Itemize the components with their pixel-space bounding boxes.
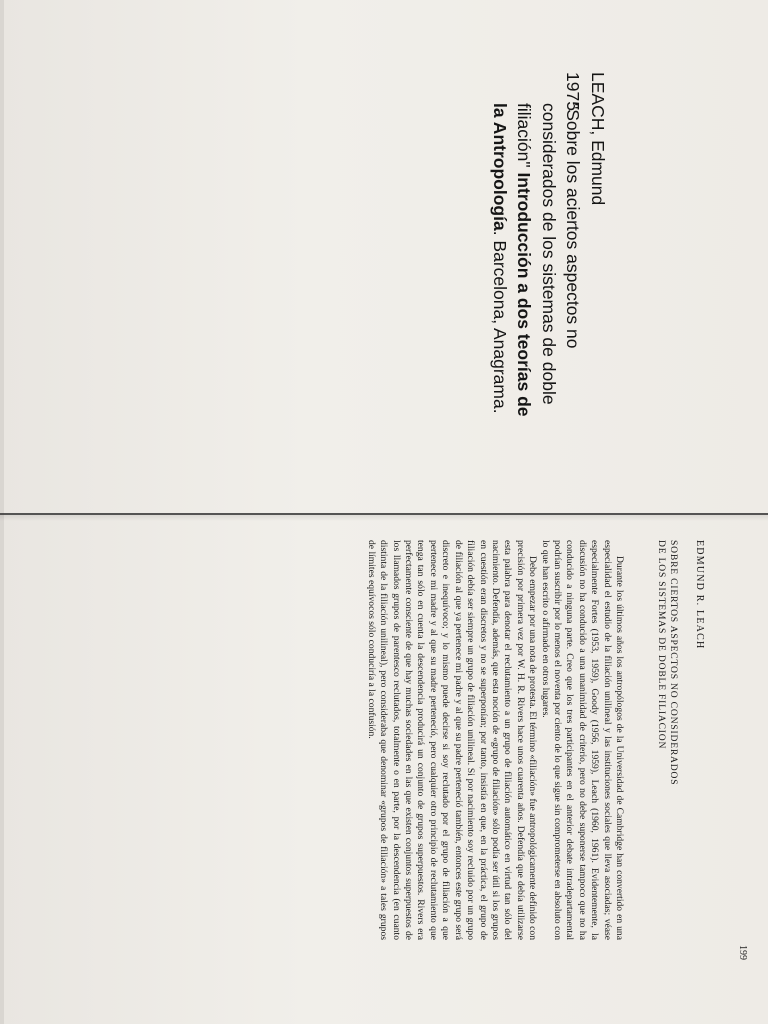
- reference-publisher: . Barcelona, Anagrama.: [490, 230, 510, 414]
- bibliographic-reference: [488, 72, 611, 472]
- reference-title-end: filiación": [514, 103, 535, 173]
- page-edge: [0, 0, 4, 1024]
- page-fold-shadow: [0, 515, 768, 521]
- reference-line-1: [561, 72, 586, 472]
- article-body: [364, 540, 625, 940]
- article-paragraph-2: Debo empezar por una nota de protesta. El término «filiación» fue antropológicamente definido con precisión por primera vez por W. H. R. Rivers hace unos cuarenta años. Defendía que debía utilizarse esta palabra para denotar el reclutamiento a un grupo de filiación automático en virtud tan sólo del nacimiento. Defendía, además, que esta noción de «grupo de filiación» sólo podía ser útil si los grupos en cuestión eran discretos y no se superponían; por tanto, insistía en que, en la práctica, el grupo de filiación debía ser siempre un grupo de filiación unilineal. Si por nacimiento soy recluido por un grupo de filiación al que ya pertenece mi padre y al que su padre perteneció también, entonces este grupo será discreto e inequívoco; y lo mismo puede decirse si soy reclutado por el grupo de filiación a que pertenece mi madre y al que su madre perteneció, pero cualquier otro principio de reclutamiento que tenga tan sólo en cuenta la descendencia producirá un conjunto de grupos superpuestos. Rivers era perfectamente consciente de que hay muchas sociedades en las que existen conjuntos superpuestos de los llamados grupos de parentesco reclutados, totalmente o en parte, por la descendencia (en cuanto distinta de la filiación unilineal), pero consideraba que denominar «grupos de filiación» a tales grupos de límites equívocos sólo conduciría a la confusión.: [365, 540, 539, 940]
- article-title: [655, 540, 679, 940]
- article-page: [364, 540, 706, 940]
- article-title-line-1: SOBRE CIERTOS ASPECTOS NO CONSIDERADOS: [668, 540, 679, 786]
- reference-book-title-2: la Antropología: [490, 103, 510, 231]
- page-number: 199: [737, 945, 748, 960]
- reference-title-start: "Sobre los aciertos aspectos no: [563, 103, 584, 349]
- reference-line-4: [488, 72, 513, 472]
- article-author: EDMUND R. LEACH: [694, 540, 705, 650]
- reference-author: LEACH, Edmund: [588, 72, 608, 206]
- article-title-line-2: DE LOS SISTEMAS DE DOBLE FILIACION: [656, 540, 667, 750]
- reference-line-2: considerados de los sistemas de doble: [539, 103, 559, 405]
- reference-book-title-1: Introducción a dos teorías de: [514, 172, 535, 417]
- reference-year: 1975: [563, 72, 584, 111]
- reference-line-3: [512, 72, 537, 472]
- article-paragraph-1: Durante los últimos años los antropólogos de la Universidad de Cambridge han convertido en una especialidad el estudio de la filiación unilineal y las instituciones sociales que lleva asociadas; véase especialmente Fortes (1953, 1959), Goody (1956, 1959), Leach (1960, 1961). Evidentemente, la discusión no ha conducido a una unanimidad de criterio, pero no debe suponerse tampoco que no ha conducido a ninguna parte. Creo que los tres participantes en el anterior debate intradepartamental podrían suscribir por lo menos el noventa por ciento de lo que sigue sin comprometerse en absoluto con lo que han escrito o afirmado en otros lugares.: [539, 540, 625, 940]
